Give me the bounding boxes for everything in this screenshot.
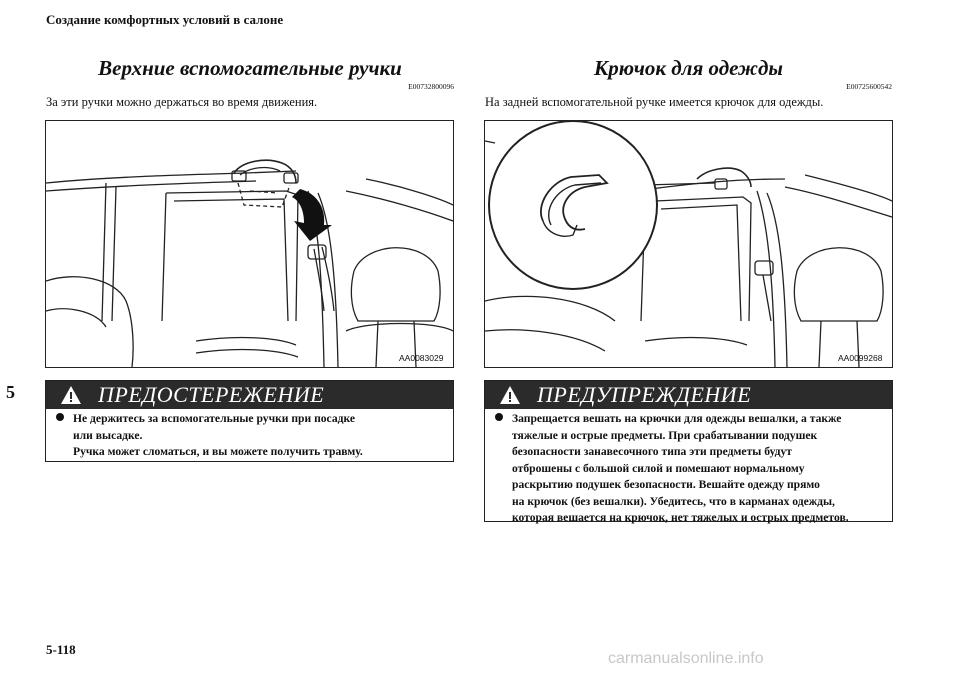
- section-header: Создание комфортных условий в салоне: [46, 12, 284, 27]
- left-warning-line-1: Не держитесь за вспомогательные ручки при посадке: [73, 412, 356, 425]
- left-figure-code: AA0083029: [399, 353, 444, 363]
- left-warning-line-2: или высадке.: [73, 428, 143, 442]
- left-intro-text: За эти ручки можно держаться во время движения.: [46, 95, 318, 109]
- grab-handle-illustration: [46, 121, 453, 367]
- coat-hook-figure: [484, 120, 893, 368]
- grab-handle-figure: [45, 120, 454, 368]
- left-section-code: E00732800096: [408, 82, 454, 91]
- right-warning-header: [485, 381, 892, 409]
- left-warning-heading: ПРЕДОСТЕРЕЖЕНИЕ: [98, 382, 325, 407]
- warning-triangle-icon: [60, 385, 82, 405]
- left-warning-body: [46, 409, 453, 467]
- right-figure-code: AA0099268: [838, 353, 883, 363]
- right-warning-line-6: на крючок (без вешалки). Убедитесь, что в карманах одежды,: [512, 494, 835, 508]
- right-warning-line-1: Запрещается вешать на крючки для одежды вешалки, а также: [512, 412, 842, 425]
- right-warning-heading: ПРЕДУПРЕЖДЕНИЕ: [537, 382, 752, 407]
- warning-triangle-icon: [499, 385, 521, 405]
- right-warning-box: [484, 380, 893, 522]
- right-warning-line-7: которая вешается на крючок, нет тяжелых и острых предметов.: [512, 511, 849, 524]
- right-warning-body: [485, 409, 892, 533]
- right-warning-line-5: раскрытию подушек безопасности. Вешайте одежду прямо: [512, 478, 820, 491]
- bullet-icon: [495, 413, 503, 421]
- bullet-icon: [56, 413, 64, 421]
- chapter-number: 5: [6, 382, 15, 402]
- left-warning-header: [46, 381, 453, 409]
- coat-hook-illustration: [485, 121, 892, 367]
- right-warning-line-2: тяжелые и острые предметы. При срабатывании подушек: [512, 428, 818, 442]
- left-warning-line-3: Ручка может сломаться, и вы можете получить травму.: [73, 445, 363, 458]
- page-number: 5-118: [46, 642, 76, 657]
- right-section-code: E00725600542: [846, 82, 892, 91]
- right-warning-line-4: отброшены с большой силой и помешают нормальному: [512, 461, 805, 475]
- left-warning-box: [45, 380, 454, 462]
- right-warning-line-3: безопасности занавесочного типа эти предметы будут: [512, 445, 792, 458]
- right-section-title: Крючок для одежды: [594, 56, 783, 80]
- watermark: carmanualsonline.info: [608, 650, 764, 667]
- left-section-title: Верхние вспомогательные ручки: [98, 56, 402, 80]
- right-intro-text: На задней вспомогательной ручке имеется крючок для одежды.: [485, 95, 824, 109]
